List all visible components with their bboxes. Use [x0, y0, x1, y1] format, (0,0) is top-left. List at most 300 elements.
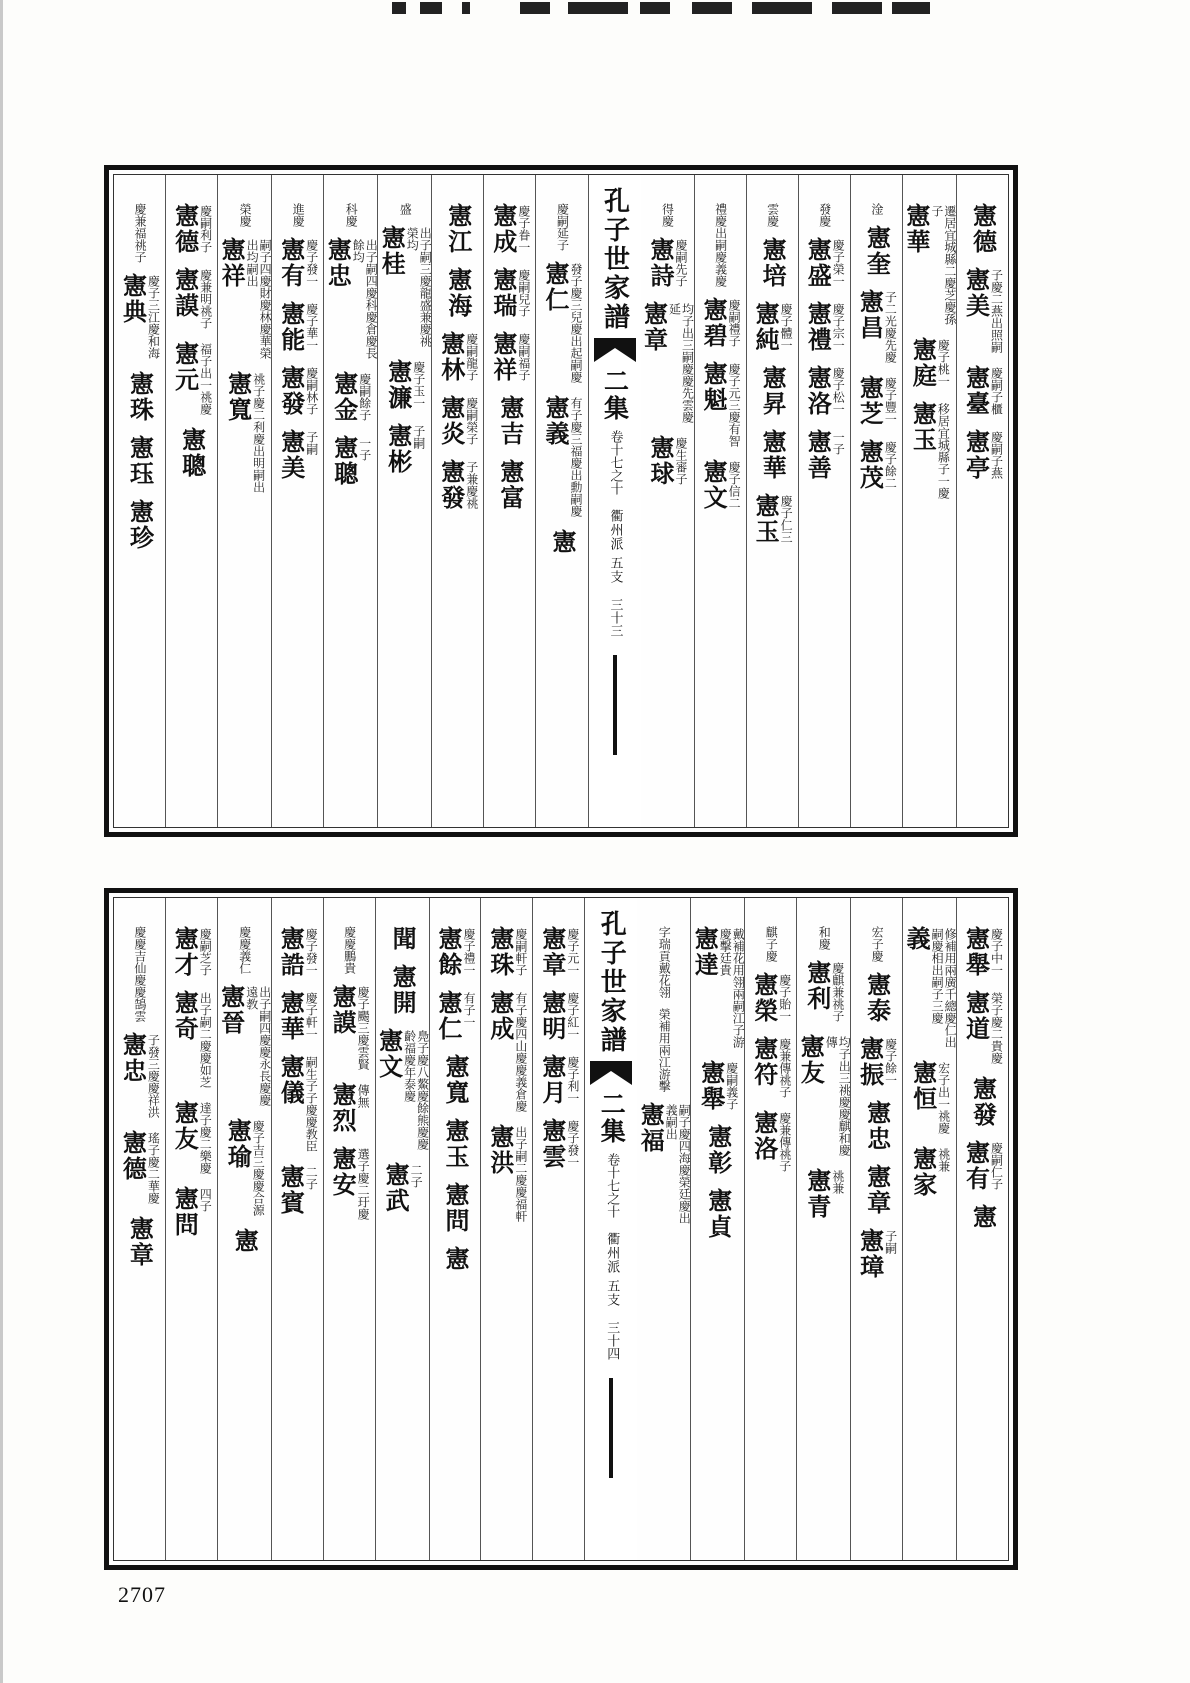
person-annotation: 鳧子慶八鰲慶餘熊慶慶齡福慶年泰慶 [402, 1030, 430, 1150]
columns-top [114, 175, 1008, 827]
person-entry [388, 926, 418, 952]
person-name: 憲儀 [276, 1054, 306, 1106]
person-entry [388, 964, 418, 1016]
person-annotation: 慶子利一 [565, 1056, 580, 1104]
person-name: 憲祥 [217, 237, 247, 289]
person-annotation: 慶子吉三慶慶合源 [251, 1120, 266, 1216]
genealogy-column [850, 175, 902, 827]
genealogy-column [483, 175, 535, 827]
person-annotation: 慶嗣林子 [304, 367, 319, 415]
genealogy-column [746, 175, 798, 827]
person-annotation: 選子慶二玗慶 [356, 1148, 371, 1220]
person-name: 憲青 [802, 1168, 832, 1220]
person-annotation: 慶子元一 [565, 928, 580, 976]
person-entry [864, 972, 890, 1024]
person-annotation: 出子嗣四慶慶永長慶慶遠教 [244, 986, 272, 1106]
column-lead-note: 字瑞貢戴花翎 [657, 926, 672, 998]
person-name: 憲純 [751, 301, 781, 353]
person-entry [441, 1054, 471, 1106]
person-name: 憲瑞 [488, 267, 518, 319]
person-annotation: 慶子眷一 [516, 205, 531, 253]
person-name: 憲明 [537, 990, 567, 1042]
person-name: 憲江 [443, 203, 473, 255]
volume-label: 卷十七之十 [604, 1153, 620, 1218]
person-name: 憲芝 [855, 375, 885, 427]
person-annotation: 慶子發一 [565, 1120, 580, 1168]
person-annotation: 二子 [409, 1164, 424, 1188]
person-entry [378, 225, 431, 347]
person-annotation: 慶子信二 [727, 461, 742, 509]
column-lead-note: 進慶 [291, 203, 306, 227]
person-annotation: 慶子貽一 [777, 974, 792, 1022]
person-name: 憲家 [908, 1146, 938, 1198]
person-entry [856, 439, 896, 491]
person-name: 憲章 [639, 301, 669, 353]
person-name: 憲玉 [908, 401, 938, 453]
person-name: 憲發 [436, 459, 466, 511]
person-entry [637, 1102, 690, 1224]
person-annotation: 慶兼傳祧子 [777, 1112, 792, 1172]
person-entry [171, 1186, 211, 1238]
genealogy-column [165, 175, 217, 827]
person-entry [230, 1228, 260, 1254]
person-annotation: 慶嗣子燕 [989, 431, 1004, 479]
person-entry [549, 529, 575, 555]
fish-tail-ornament [594, 338, 636, 362]
person-name: 憲金 [329, 371, 359, 423]
person-entry [963, 990, 1003, 1064]
genealogy-column [429, 898, 481, 1560]
person-name: 憲忠 [323, 237, 353, 289]
person-name: 憲祥 [488, 331, 518, 383]
column-lead-note: 和慶 [817, 926, 832, 950]
columns-bottom [114, 898, 1008, 1560]
person-entry [125, 1216, 155, 1268]
person-entry [910, 1060, 950, 1134]
book-title: 孔子世家譜 [596, 910, 627, 1055]
genealogy-column [535, 175, 587, 827]
person-name: 憲福 [636, 1102, 666, 1154]
person-name: 憲發 [968, 1076, 998, 1128]
person-name: 憲才 [170, 926, 200, 978]
person-annotation: 子兼慶祧 [464, 461, 479, 509]
person-annotation: 均子出三祧慶慶麒和慶傳 [824, 1036, 852, 1156]
person-annotation: 慶嗣先子 [674, 239, 689, 287]
person-annotation: 慶子仁三 [779, 495, 794, 543]
genealogy-column [271, 175, 323, 827]
genealogy-column [323, 898, 375, 1560]
person-annotation: 福子出一祧慶 [198, 343, 213, 415]
column-lead-note: 慶慶吉仙慶慶鵠雲 [132, 926, 147, 1022]
collection-label: 二集 [597, 1091, 627, 1145]
person-entry [700, 297, 740, 349]
person-name: 憲發 [276, 365, 306, 417]
fold-rule [613, 655, 617, 755]
person-name: 憲振 [855, 1036, 885, 1088]
person-annotation: 慶嗣龍子 [464, 333, 479, 381]
person-annotation: 慶子中一 [989, 928, 1004, 976]
person-annotation: 移居宜城縣子一慶 [936, 403, 951, 499]
genealogy-column [637, 898, 690, 1560]
person-name: 憲泰 [862, 972, 892, 1024]
person-entry [542, 261, 582, 383]
genealogy-column [165, 898, 217, 1560]
person-name: 憲球 [646, 435, 676, 487]
genealogy-column [532, 898, 584, 1560]
column-lead-note: 雲慶 [765, 203, 780, 227]
leaf-number: 三十四 [604, 1321, 620, 1361]
person-entry [487, 990, 527, 1112]
person-annotation: 慶兼傳祧子 [777, 1038, 792, 1098]
person-name: 憲 [968, 1204, 998, 1230]
person-entry [445, 203, 471, 255]
person-name: 憲餘 [434, 926, 464, 978]
person-entry [438, 459, 478, 511]
person-annotation: 發子慶三兒慶出起嗣慶 [568, 263, 583, 383]
person-entry [324, 237, 377, 359]
genealogy-column [480, 898, 532, 1560]
column-lead-note: 科慶 [344, 203, 359, 227]
cropped-previous-page-strip [392, 0, 932, 18]
person-entry [751, 1036, 791, 1098]
volume-label: 卷十七之十 [607, 430, 623, 495]
person-entry [700, 459, 740, 511]
person-annotation: 慶子餘二 [883, 441, 898, 489]
person-name: 憲能 [276, 301, 306, 353]
person-annotation: 慶子華一 [304, 303, 319, 351]
person-entry [903, 926, 956, 1048]
person-entry [490, 203, 530, 255]
genealogy-column [323, 175, 377, 827]
person-name: 憲符 [749, 1036, 779, 1088]
person-entry [179, 427, 205, 479]
person-name: 憲盛 [803, 237, 833, 289]
person-annotation: 祧子慶二利慶出明嗣出 [251, 373, 266, 493]
person-annotation: 子嗣 [411, 425, 426, 449]
person-entry [445, 267, 471, 319]
person-entry [968, 203, 998, 255]
person-annotation: 出子嗣三慶龍盛兼慶祧榮均 [405, 227, 433, 347]
person-name: 憲章 [125, 1216, 155, 1268]
person-name: 憲玉 [751, 493, 781, 545]
person-entry [804, 365, 844, 417]
genealogy-column [375, 898, 429, 1560]
person-annotation: 慶嗣義子 [724, 1062, 739, 1110]
person-annotation: 慶嗣軒子 [513, 928, 528, 976]
person-name: 憲華 [758, 429, 788, 481]
person-entry [119, 1130, 159, 1204]
genealogy-column [690, 898, 744, 1560]
person-name: 憲晉 [216, 984, 246, 1036]
person-entry [490, 331, 530, 383]
person-entry [329, 984, 369, 1070]
person-entry [804, 429, 844, 481]
fold-rule [609, 1378, 613, 1478]
person-entry [539, 926, 579, 978]
person-annotation: 慶兼明祧子 [198, 269, 213, 329]
person-name: 憲典 [118, 273, 148, 325]
person-entry [857, 1036, 897, 1088]
person-entry [218, 237, 271, 359]
person-entry [797, 1034, 850, 1156]
person-entry [542, 395, 582, 517]
person-name: 憲詩 [646, 237, 676, 289]
person-entry [641, 301, 694, 423]
person-name: 憲珠 [125, 371, 155, 423]
person-name: 憲 [230, 1228, 260, 1254]
person-annotation: 慶嗣利子 [198, 205, 213, 253]
person-annotation: 祧兼 [936, 1148, 951, 1172]
genealogy-column [217, 898, 271, 1560]
person-name: 憲謨 [328, 984, 358, 1036]
person-entry [441, 1182, 471, 1234]
person-name: 憲誥 [276, 926, 306, 978]
person-annotation: 宏子出一祧慶 [936, 1062, 951, 1134]
fish-tail-ornament [590, 1061, 632, 1085]
person-entry [856, 375, 896, 427]
person-name: 憲林 [436, 331, 466, 383]
person-entry [804, 1168, 844, 1220]
person-entry [700, 361, 740, 447]
person-entry [804, 301, 844, 353]
column-lead-note: 慶嗣延子 [555, 203, 570, 251]
person-entry [864, 1100, 890, 1152]
person-annotation: 遷居宜城縣二慶芝慶孫子 [929, 205, 957, 325]
person-entry [278, 365, 318, 417]
genealogy-column [114, 898, 165, 1560]
person-entry [329, 1146, 369, 1220]
person-entry [277, 1054, 317, 1152]
person-name: 憲昇 [758, 365, 788, 417]
person-entry [171, 926, 211, 978]
leaf-number: 三十三 [607, 598, 623, 638]
person-annotation: 瑤子慶二華慶 [146, 1132, 161, 1204]
person-entry [804, 237, 844, 289]
person-name: 憲培 [758, 237, 788, 289]
person-name: 憲元 [170, 341, 200, 393]
person-entry [127, 371, 153, 423]
person-annotation: 慶子發一 [304, 928, 319, 976]
person-annotation: 子慶二燕出照嗣 [989, 269, 1004, 353]
genealogy-column [796, 898, 850, 1560]
column-lead-note: 盛 [398, 203, 413, 215]
person-annotation: 子嗣 [883, 1230, 898, 1254]
person-name: 憲璋 [855, 1228, 885, 1280]
person-name: 憲海 [443, 267, 473, 319]
person-name: 憲忠 [118, 1032, 148, 1084]
person-entry [441, 1118, 471, 1170]
person-name: 憲富 [495, 459, 525, 511]
branch-label: 衢州派 五支 [607, 509, 623, 585]
person-entry [909, 337, 949, 389]
person-entry [751, 972, 791, 1024]
column-lead-note: 麒子慶 [764, 926, 779, 962]
person-entry [903, 203, 956, 325]
person-name: 憲昌 [855, 289, 885, 341]
person-name: 憲文 [699, 459, 729, 511]
person-entry [438, 395, 478, 447]
genealogy-column [902, 175, 956, 827]
person-entry [277, 990, 317, 1042]
running-head-bottom [584, 898, 637, 1560]
person-annotation: 慶嗣仁子 [989, 1142, 1004, 1190]
book-title: 孔子世家譜 [599, 187, 630, 332]
person-annotation: 慶嗣兒子 [516, 269, 531, 317]
person-entry [224, 1118, 264, 1216]
person-annotation: 慶麒兼祧子 [830, 962, 845, 1022]
person-name: 憲仁 [434, 990, 464, 1042]
person-name: 憲寬 [223, 371, 253, 423]
person-annotation: 出子嗣二慶慶如芝 [198, 992, 213, 1088]
person-entry [438, 331, 478, 383]
person-annotation: 慶子玉一 [411, 361, 426, 409]
running-head-top [588, 175, 641, 827]
genealogy-column [798, 175, 850, 827]
person-annotation: 出子嗣二慶慶福軒 [513, 1126, 528, 1222]
person-entry [758, 429, 788, 481]
person-entry [277, 926, 317, 978]
person-annotation: 慶嗣禮子 [727, 299, 742, 347]
person-name: 憲亭 [961, 429, 991, 481]
genealogy-column [902, 898, 956, 1560]
person-annotation: 慶子宗一 [831, 303, 846, 351]
person-name: 憲珍 [125, 499, 155, 551]
person-name: 憲德 [170, 203, 200, 255]
column-lead-note: 慶慶鵬貴 [342, 926, 357, 974]
person-annotation: 傳無 [356, 1084, 371, 1108]
person-entry [698, 1060, 738, 1112]
person-entry [331, 371, 371, 423]
person-entry [752, 493, 792, 545]
person-name: 憲雲 [537, 1118, 567, 1170]
person-name: 憲謨 [170, 267, 200, 319]
person-entry [385, 359, 425, 411]
person-name: 憲炎 [436, 395, 466, 447]
genealogy-column [694, 175, 746, 827]
person-entry [277, 1164, 317, 1216]
person-annotation: 慶子颺三慶雲賢 [356, 986, 371, 1070]
person-name: 憲瑜 [223, 1118, 253, 1170]
person-name: 憲舉 [696, 1060, 726, 1112]
person-entry [909, 401, 949, 499]
person-name: 憲恒 [908, 1060, 938, 1112]
column-lead-note: 榮補用兩江游擊 [657, 1008, 672, 1092]
person-annotation: 嗣子四慶財慶林慶華榮出均嗣出 [245, 239, 273, 359]
person-name: 憲 [547, 529, 577, 555]
person-entry [172, 267, 212, 329]
person-entry [856, 289, 896, 363]
genealogy-column [377, 175, 431, 827]
person-name: 憲 [441, 1246, 471, 1272]
person-annotation: 四子 [198, 1188, 213, 1212]
person-annotation: 慶子軒一 [304, 992, 319, 1040]
person-entry [970, 1204, 996, 1230]
person-entry [172, 203, 212, 255]
person-name: 憲友 [170, 1100, 200, 1152]
person-name: 憲章 [537, 926, 567, 978]
genealogy-column [744, 898, 796, 1560]
person-entry [539, 1118, 579, 1170]
person-entry [172, 341, 212, 415]
person-entry [539, 990, 579, 1042]
person-entry [705, 1188, 731, 1240]
person-name: 憲義 [540, 395, 570, 447]
person-name: 憲忠 [862, 1100, 892, 1152]
person-name: 憲彰 [703, 1124, 733, 1176]
person-entry [218, 984, 271, 1106]
person-entry [962, 429, 1002, 481]
person-entry [705, 1124, 731, 1176]
person-name: 憲吉 [495, 395, 525, 447]
person-annotation: 達子慶二樂慶 [198, 1102, 213, 1174]
person-name: 憲濂 [383, 359, 413, 411]
person-entry [171, 1100, 211, 1174]
person-annotation: 一子 [357, 437, 372, 461]
person-name: 憲問 [441, 1182, 471, 1234]
person-entry [539, 1054, 579, 1106]
person-name: 憲安 [328, 1146, 358, 1198]
person-annotation: 子嗣 [304, 431, 319, 455]
person-name: 憲有 [961, 1140, 991, 1192]
genealogy-page-34 [104, 888, 1018, 1570]
genealogy-page-33 [104, 165, 1018, 837]
person-name: 憲洛 [749, 1110, 779, 1162]
column-lead-note: 榮慶 [238, 203, 253, 227]
person-annotation: 嗣子慶四海慶榮廷慶出義嗣出 [664, 1104, 692, 1224]
person-entry [758, 365, 788, 417]
person-entry [385, 423, 425, 475]
person-entry [647, 435, 687, 487]
person-annotation: 慶嗣子櫃 [989, 367, 1004, 415]
person-entry [751, 1110, 791, 1172]
person-entry [647, 237, 687, 289]
person-annotation: 慶子體一 [779, 303, 794, 351]
column-lead-note: 慶兼福祧子 [133, 203, 148, 263]
person-name: 憲成 [488, 203, 518, 255]
genealogy-column [956, 175, 1008, 827]
person-entry [857, 1228, 897, 1280]
person-annotation: 榮子慶二貴慶 [989, 992, 1004, 1064]
person-name: 憲成 [485, 990, 515, 1042]
person-annotation: 嗣生子子慶慶教臣 [304, 1056, 319, 1152]
person-annotation: 慶嗣榮子 [464, 397, 479, 445]
person-name: 憲珠 [485, 926, 515, 978]
person-name: 憲舉 [961, 926, 991, 978]
person-entry [963, 1140, 1003, 1192]
person-name: 憲美 [276, 429, 306, 481]
genealogy-column [641, 175, 694, 827]
person-name: 憲彬 [383, 423, 413, 475]
person-annotation: 均子出三嗣慶慶先雲慶延 [667, 303, 695, 423]
person-entry [278, 301, 318, 353]
person-annotation: 子發三慶慶祥洪 [146, 1034, 161, 1118]
person-annotation: 慶子發一 [304, 239, 319, 287]
person-name: 憲仁 [540, 261, 570, 313]
person-annotation: 慶子豐一 [883, 377, 898, 425]
person-entry [487, 1124, 527, 1222]
person-annotation: 慶子桃一 [936, 339, 951, 387]
person-entry [862, 225, 892, 277]
person-annotation: 出子嗣四慶科慶倉慶長餘均 [351, 239, 379, 359]
column-lead-note: 淦 [869, 203, 884, 215]
person-entry [497, 459, 523, 511]
person-annotation: 慶子紅一 [565, 992, 580, 1040]
person-name: 憲利 [802, 960, 832, 1012]
column-lead-note: 宏子慶 [870, 926, 885, 962]
person-name: 憲桂 [377, 225, 407, 277]
person-annotation: 慶嗣福子 [516, 333, 531, 381]
person-name: 憲德 [968, 203, 998, 255]
